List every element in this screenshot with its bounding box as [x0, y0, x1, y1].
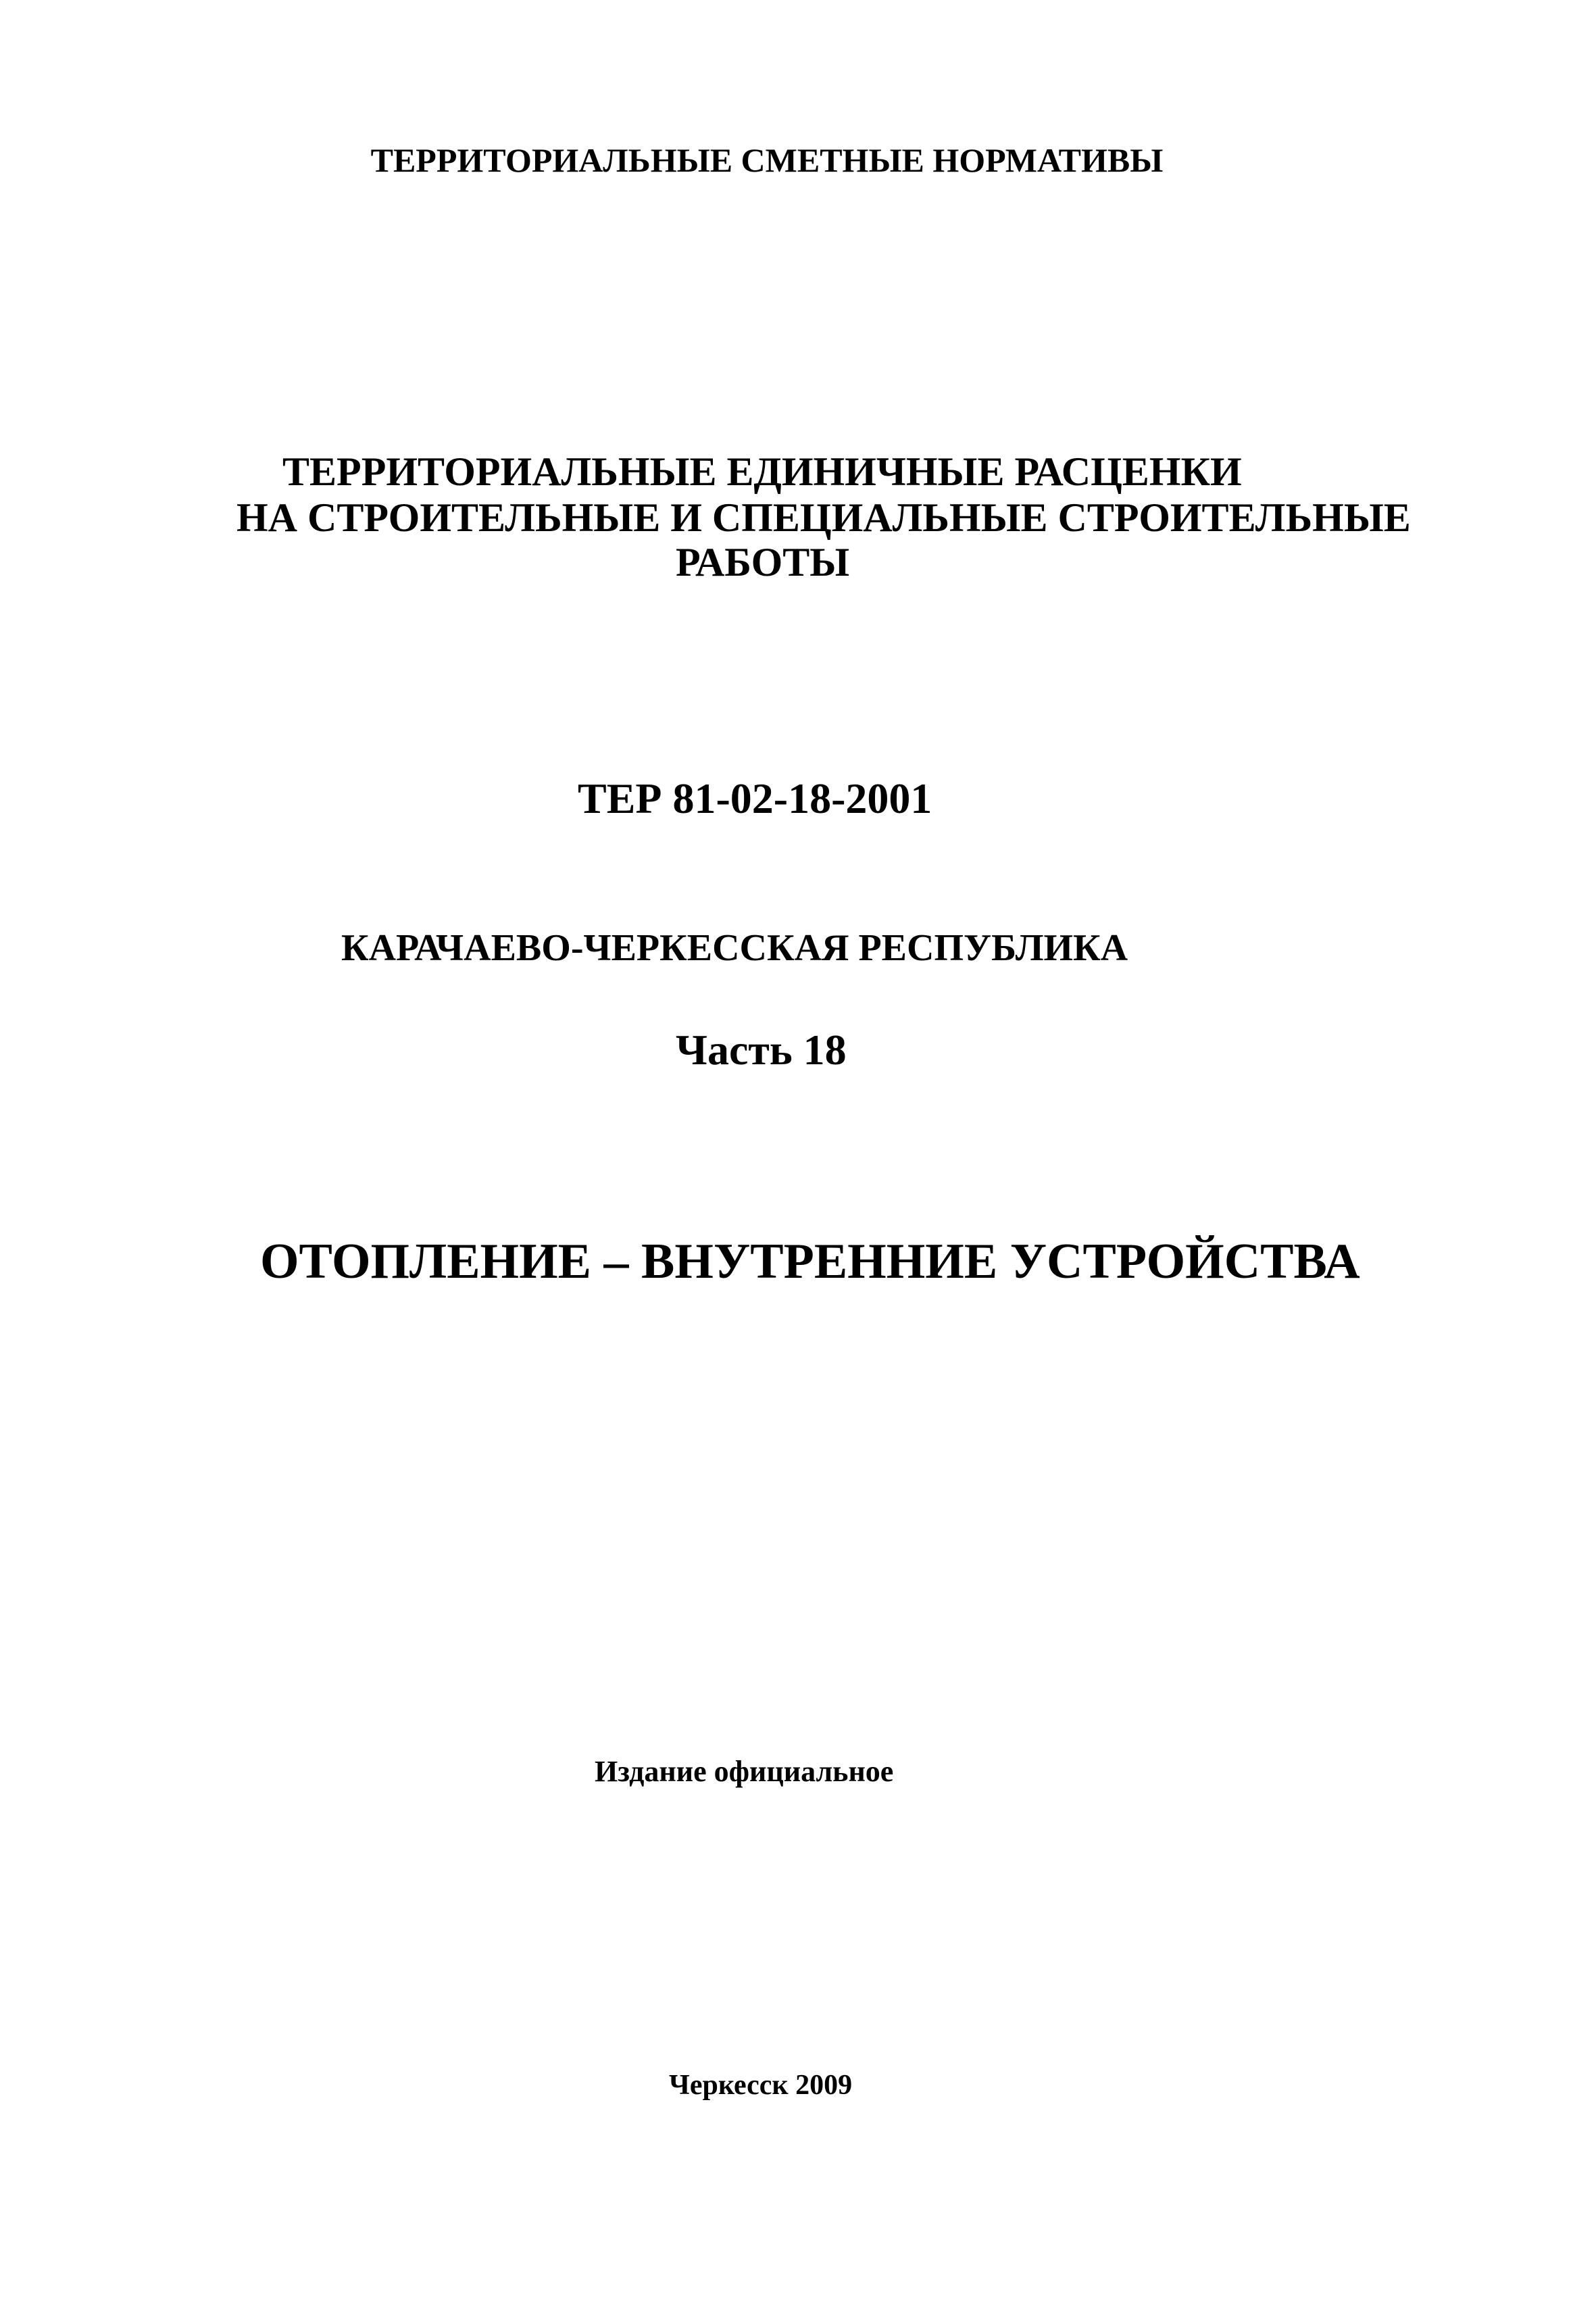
section-title: ОТОПЛЕНИЕ – ВНУТРЕННИЕ УСТРОЙСТВА [260, 1234, 1360, 1289]
imprint-city-year: Черкесск 2009 [669, 2070, 853, 2101]
document-code: ТЕР 81-02-18-2001 [578, 774, 932, 822]
header-text: ТЕРРИТОРИАЛЬНЫЕ СМЕТНЫЕ НОРМАТИВЫ [370, 141, 1164, 179]
region-name: КАРАЧАЕВО-ЧЕРКЕССКАЯ РЕСПУБЛИКА [341, 927, 1128, 969]
title-line-3: РАБОТЫ [676, 540, 850, 584]
part-number: Часть 18 [676, 1026, 847, 1074]
title-line-2: НА СТРОИТЕЛЬНЫЕ И СПЕЦИАЛЬНЫЕ СТРОИТЕЛЬНЫЕ [236, 495, 1411, 540]
title-line-1: ТЕРРИТОРИАЛЬНЫЕ ЕДИНИЧНЫЕ РАСЦЕНКИ [282, 449, 1242, 494]
edition-label: Издание официальное [595, 1755, 894, 1788]
